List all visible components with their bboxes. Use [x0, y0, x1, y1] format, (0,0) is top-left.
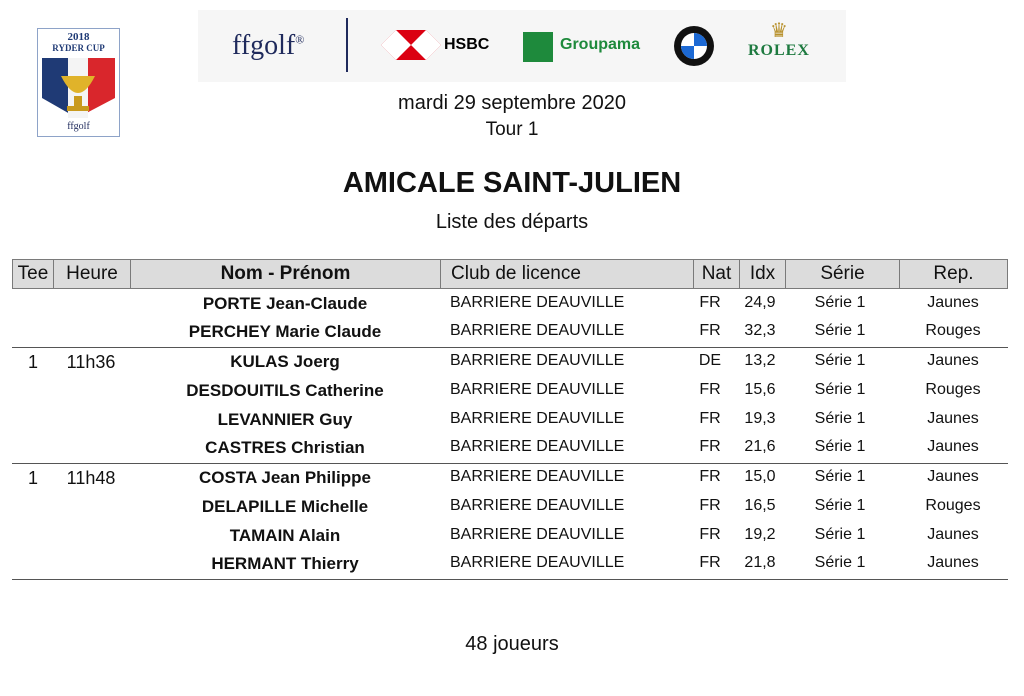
col-club: Club de licence: [440, 260, 693, 288]
cell-idx: 15,6: [744, 381, 776, 398]
cell-name: DESDOUITILS Catherine: [186, 381, 384, 400]
cell-idx: 13,2: [744, 352, 776, 369]
cell-idx: 24,9: [744, 294, 776, 311]
col-heure: Heure: [53, 260, 130, 288]
col-rep: Rep.: [899, 260, 1007, 288]
event-date: mardi 29 septembre 2020: [398, 92, 626, 114]
cell-tee: 1: [27, 352, 38, 372]
cell-name: CASTRES Christian: [205, 438, 365, 457]
cell-serie: Série 1: [814, 438, 866, 455]
cell-nat: FR: [699, 468, 721, 485]
cell-club: BARRIERE DEAUVILLE: [450, 381, 625, 398]
cell-rep: Rouges: [925, 381, 981, 398]
groupama-logo-text: Groupama: [560, 36, 641, 53]
col-nom-prenom: Nom - Prénom: [130, 260, 440, 288]
cell-club: BARRIERE DEAUVILLE: [450, 294, 625, 311]
cell-nat: FR: [699, 410, 721, 427]
ryder-year: 2018: [67, 31, 90, 43]
cell-club: BARRIERE DEAUVILLE: [450, 526, 625, 543]
cell-serie: Série 1: [814, 410, 866, 427]
page-subtitle: Liste des départs: [435, 211, 589, 233]
cell-nat: FR: [699, 294, 721, 311]
cell-club: BARRIERE DEAUVILLE: [450, 438, 625, 455]
cell-nat: FR: [699, 438, 721, 455]
col-idx: Idx: [739, 260, 785, 288]
cell-club: BARRIERE DEAUVILLE: [450, 554, 625, 571]
ffgolf-text: ffgolf: [232, 30, 296, 61]
cell-nat: FR: [699, 381, 721, 398]
cell-club: BARRIERE DEAUVILLE: [450, 497, 625, 514]
cell-name: HERMANT Thierry: [211, 554, 359, 573]
round-label: Tour 1: [485, 119, 539, 140]
cell-club: BARRIERE DEAUVILLE: [450, 468, 625, 485]
cell-idx: 21,6: [744, 438, 776, 455]
col-serie: Série: [785, 260, 899, 288]
cell-rep: Jaunes: [927, 438, 979, 455]
cell-serie: Série 1: [814, 468, 866, 485]
ryder-federation: ffgolf: [67, 121, 90, 132]
group-divider: [12, 463, 1008, 464]
cell-rep: Jaunes: [927, 352, 979, 369]
cell-rep: Rouges: [925, 322, 981, 339]
cell-rep: Jaunes: [927, 468, 979, 485]
cell-name: COSTA Jean Philippe: [199, 468, 371, 487]
ryder-name: RYDER CUP: [52, 43, 105, 53]
cell-nat: FR: [699, 526, 721, 543]
col-nat: Nat: [693, 260, 739, 288]
cell-rep: Jaunes: [927, 554, 979, 571]
cell-name: PORTE Jean-Claude: [202, 294, 368, 313]
cell-serie: Série 1: [814, 294, 866, 311]
cell-idx: 16,5: [744, 497, 776, 514]
cell-rep: Rouges: [925, 497, 981, 514]
cell-rep: Jaunes: [927, 526, 979, 543]
hsbc-logo-text: HSBC: [444, 36, 490, 53]
cell-idx: 21,8: [744, 554, 776, 571]
cell-rep: Jaunes: [927, 294, 979, 311]
cell-club: BARRIERE DEAUVILLE: [450, 410, 625, 427]
col-tee: Tee: [17, 263, 49, 284]
group-divider: [12, 579, 1008, 580]
cell-rep: Jaunes: [927, 410, 979, 427]
cell-serie: Série 1: [814, 554, 866, 571]
page-title: AMICALE SAINT-JULIEN: [342, 167, 682, 199]
player-count: 48 joueurs: [465, 633, 559, 655]
cell-nat: FR: [699, 497, 721, 514]
cell-idx: 15,0: [744, 468, 776, 485]
cell-name: PERCHEY Marie Claude: [188, 322, 382, 341]
cell-name: KULAS Joerg: [230, 352, 340, 371]
cell-name: LEVANNIER Guy: [217, 410, 353, 429]
cell-club: BARRIERE DEAUVILLE: [450, 322, 625, 339]
cell-heure: 11h48: [66, 468, 116, 488]
cell-name: TAMAIN Alain: [229, 526, 341, 545]
cell-tee: 1: [27, 468, 38, 488]
ffgolf-registered-mark: ®: [295, 32, 305, 47]
cell-idx: 19,2: [744, 526, 776, 543]
cell-serie: Série 1: [814, 526, 866, 543]
cell-idx: 32,3: [744, 322, 776, 339]
cell-name: DELAPILLE Michelle: [201, 497, 369, 516]
rolex-logo-text: ROLEX: [748, 42, 810, 59]
cell-nat: FR: [699, 322, 721, 339]
rolex-crown-icon: ♛: [770, 20, 788, 42]
cell-club: BARRIERE DEAUVILLE: [450, 352, 625, 369]
cell-heure: 11h36: [66, 352, 116, 372]
cell-serie: Série 1: [814, 381, 866, 398]
cell-serie: Série 1: [814, 352, 866, 369]
cell-serie: Série 1: [814, 497, 866, 514]
cell-idx: 19,3: [744, 410, 776, 427]
cell-nat: FR: [699, 554, 721, 571]
group-divider: [12, 347, 1008, 348]
cell-serie: Série 1: [814, 322, 866, 339]
cell-nat: DE: [698, 352, 722, 369]
